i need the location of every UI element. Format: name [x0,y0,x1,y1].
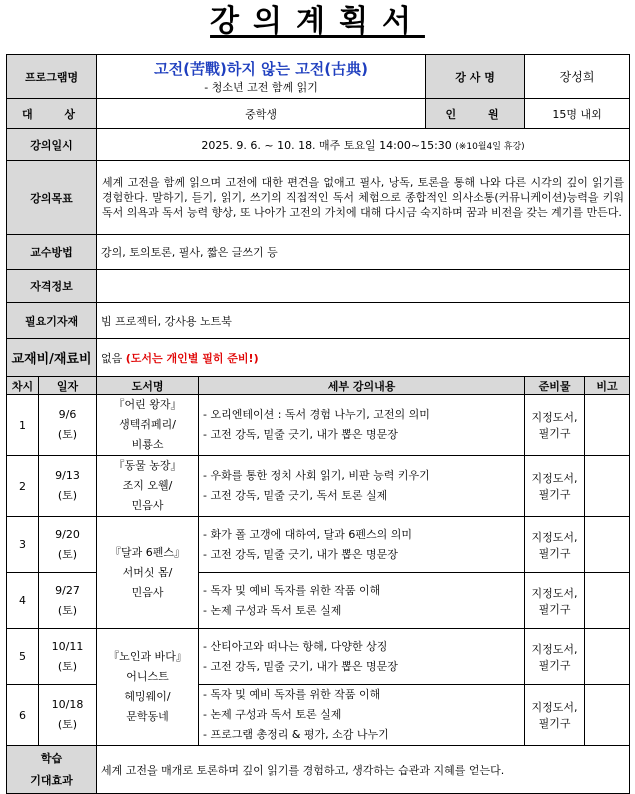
instructor-label: 강 사 명 [426,55,525,99]
equipment-label: 필요기자재 [7,303,97,339]
session-content: - 오리엔테이션 : 독서 경험 나누기, 고전의 의미 - 고전 강독, 밑줄 긋기, 내가 뽑은 명문장 [199,395,525,456]
session-date: 9/27 (토) [39,573,97,629]
session-remark [585,517,630,573]
page-title: 강의계획서 [210,4,425,39]
materials-row [7,339,630,377]
session-number: 5 [7,629,39,685]
count-value: 15명 내외 [525,99,630,129]
session-prep: 지정도서, 필기구 [525,395,585,456]
equipment-row [7,303,630,339]
table-row [7,456,630,517]
session-date: 9/20 (토) [39,517,97,573]
remark-header: 비고 [585,377,630,395]
session-number: 2 [7,456,39,517]
method-row [7,235,630,270]
table-row [7,629,630,685]
date-header: 일자 [39,377,97,395]
program-title: 고전(苦戰)하지 않는 고전(古典) [154,60,368,78]
session-content: - 화가 폴 고갱에 대하여, 달과 6펜스의 의미 - 고전 강독, 밑줄 긋기, 내가 뽑은 명문장 [199,517,525,573]
dates-note: (※10월4일 휴강) [455,141,525,152]
session-content: - 우화를 통한 정치 사회 읽기, 비판 능력 키우기 - 고전 강독, 밑줄 긋기, 독서 토론 실제 [199,456,525,517]
session-date: 10/18 (토) [39,685,97,746]
session-prep: 지정도서, 필기구 [525,629,585,685]
prep-header: 준비물 [525,377,585,395]
session-number: 4 [7,573,39,629]
target-label: 대 상 [7,99,97,129]
session-content: - 독자 및 예비 독자를 위한 작품 이해 - 논제 구성과 독서 토론 실제 - 프로그램 총정리 & 평가, 소감 나누기 [199,685,525,746]
book-title: 『노인과 바다』 어니스트 헤밍웨이/ 문학동네 [97,629,199,746]
session-prep: 지정도서, 필기구 [525,685,585,746]
table-row [7,517,630,573]
session-number: 6 [7,685,39,746]
qualification-row [7,270,630,303]
session-remark [585,456,630,517]
session-remark [585,395,630,456]
session-date: 10/11 (토) [39,629,97,685]
session-number: 3 [7,517,39,573]
book-title: 『동물 농장』 조지 오웰/ 민음사 [97,456,199,517]
method-value: 강의, 토의토론, 필사, 짧은 글쓰기 등 [97,235,630,270]
program-cell [97,55,426,99]
session-prep: 지정도서, 필기구 [525,517,585,573]
book-title: 『달과 6펜스』 서머싯 몸/ 민음사 [97,517,199,629]
dates-value: 2025. 9. 6. ~ 10. 18. 매주 토요일 14:00~15:30 [201,138,452,152]
qualification-label: 자격정보 [7,270,97,303]
qualification-value [97,270,630,303]
session-date: 9/13 (토) [39,456,97,517]
instructor-name: 장성희 [525,55,630,99]
content-header: 세부 강의내용 [199,377,525,395]
expected-row [7,746,630,794]
goal-text: 세계 고전을 함께 읽으며 고전에 대한 편견을 없애고 필사, 낭독, 토론을 통해 나와 다른 시각의 깊이 읽기를 경험한다. 말하기, 듣기, 읽기, 쓰기의 직접적인 독서 체험으로 종합적인 의사소통(커뮤니케이션)능력을 키워 독서 의욕과 독서 능력 향상, 또 나아가 고전의 가치에 대해 다시금 숙지하며 꿈과 비전을 갖는 계기를 만든다. [97,161,630,235]
session-content: - 산티아고와 떠나는 항해, 다양한 상징 - 고전 강독, 밑줄 긋기, 내가 뽑은 명문장 [199,629,525,685]
materials-value: 없음 [101,351,123,365]
expected-value: 세계 고전을 매개로 토론하며 깊이 읽기를 경험하고, 생각하는 습관과 지혜를 얻는다. [97,746,630,794]
session-remark [585,629,630,685]
goal-label: 강의목표 [7,161,97,235]
session-header: 차시 [7,377,39,395]
session-date: 9/6 (토) [39,395,97,456]
materials-note: (도서는 개인별 필히 준비!) [125,351,259,365]
table-row [7,395,630,456]
dates-label: 강의일시 [7,129,97,161]
equipment-value: 빔 프로젝터, 강사용 노트북 [97,303,630,339]
expected-label: 학습 기대효과 [7,746,97,794]
materials-cell [97,339,630,377]
session-prep: 지정도서, 필기구 [525,456,585,517]
session-number: 1 [7,395,39,456]
book-header: 도서명 [97,377,199,395]
goal-row [7,161,630,235]
dates-row [7,129,630,161]
target-row [7,99,630,129]
dates-cell [97,129,630,161]
program-row [7,55,630,99]
session-remark [585,573,630,629]
count-label: 인 원 [426,99,525,129]
lecture-plan-table [6,54,630,794]
session-prep: 지정도서, 필기구 [525,573,585,629]
session-remark [585,685,630,746]
book-title: 『어린 왕자』 생텍쥐페리/ 비룡소 [97,395,199,456]
session-content: - 독자 및 예비 독자를 위한 작품 이해 - 논제 구성과 독서 토론 실제 [199,573,525,629]
program-label: 프로그램명 [7,55,97,99]
materials-label: 교재비/재료비 [7,339,97,377]
schedule-header-row [7,377,630,395]
target-value: 중학생 [97,99,426,129]
program-subtitle: - 청소년 고전 함께 읽기 [204,81,318,94]
method-label: 교수방법 [7,235,97,270]
